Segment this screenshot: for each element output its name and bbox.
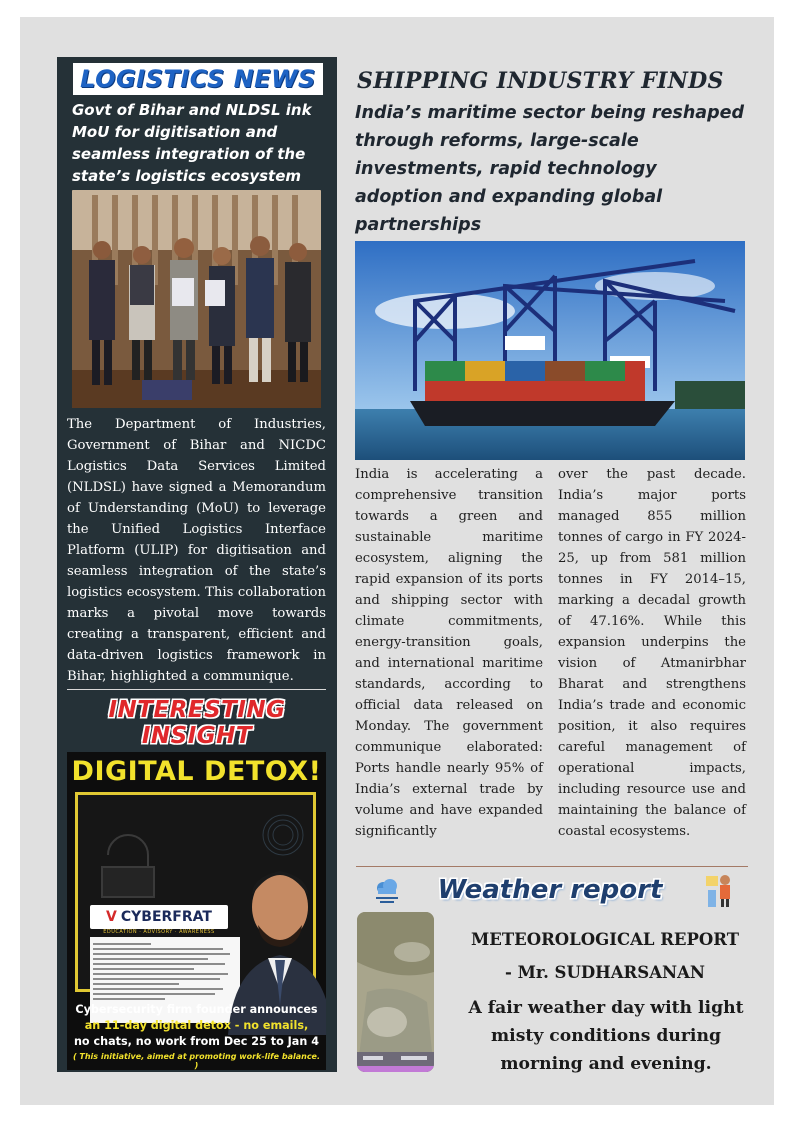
detox-caption: [71, 1002, 322, 1050]
poster-frame: [75, 792, 316, 992]
detox-note: ( This initiative, aimed at promoting work-life balance. ): [72, 1052, 321, 1070]
logistics-article-body: The Department of Industries, Government of Bihar and NICDC Logistics Data Services Limited (NLDSL) have signed a Memorandum of Understanding (MoU) to leverage the Unified Logistics Interface Platform (ULIP) for digitisation and seamless integration of the state’s logistics ecosystem. This collaboration marks a pivotal move towards creating a transparent, efficient and data-driven logistics framework in Bihar, highlighted a communique.: [67, 417, 326, 684]
insight-title-line1: INTERESTING: [108, 697, 286, 723]
weather-report-title: Weather report: [437, 875, 663, 905]
logistics-column: [57, 57, 337, 1072]
mou-signing-photo: [72, 190, 321, 408]
interesting-insight-title: [77, 697, 317, 749]
shipping-article-column-2: over the past decade. India’s major ports managed 855 million tonnes of cargo in FY 2024-25, up from 581 million tonnes in FY 2014–15, marking a decadal growth of 47.16%. While this expansion underpins the vision of Atmanirbhar Bharat and strengthens India’s trade and economic position, it also requires careful management of operational impacts, including resource use and maintaining the balance of coastal ecosystems.: [558, 467, 746, 839]
shipping-headline: India’s maritime sector being reshaped through reforms, large-scale investments, rapid technology adoption and expanding global partnerships: [355, 103, 745, 235]
shipping-section-title: SHIPPING INDUSTRY FINDS: [357, 68, 724, 94]
cyberfrat-logo-text: CYBERFRAT: [120, 909, 212, 925]
section-divider: [67, 689, 326, 690]
digital-detox-poster: [67, 752, 326, 1070]
cyberfrat-tagline: EDUCATION · ADVISORY · AWARENESS: [103, 929, 215, 935]
shipping-article-column-1: India is accelerating a comprehensive transition towards a green and sustainable maritime ecosystem, aligning the rapid expansion of its ports and shipping sector with climate commitments, energy-transition goals, and international maritime standards, according to official data released on Monday. The government communique elaborated: Ports handle nearly 95% of India’s external trade by volume and have expanded significantly: [355, 467, 543, 839]
insight-title-line2: INSIGHT: [141, 723, 253, 749]
weather-satellite-map: [357, 912, 434, 1072]
digital-detox-title: DIGITAL DETOX!: [71, 756, 322, 787]
logistics-news-title: LOGISTICS NEWS: [73, 63, 323, 95]
weather-forecaster-icon: [704, 870, 734, 908]
container-port-photo: [355, 241, 745, 460]
meteorologist-name: - Mr. SUDHARSANAN: [505, 963, 705, 982]
weather-forecast-text: A fair weather day with light misty conditions during morning and evening.: [468, 998, 744, 1074]
weather-cloud-icon: [372, 876, 402, 904]
detox-caption-highlight: an 11-day digital detox - no emails,: [84, 1019, 309, 1032]
cyberfrat-logo-mark-icon: V: [106, 909, 117, 925]
detox-caption-line3: no chats, no work from Dec 25 to Jan 4: [73, 1035, 320, 1048]
cyberfrat-logo: [90, 905, 228, 929]
detox-caption-line1: Cybersecurity firm founder announces: [75, 1003, 318, 1016]
weather-divider: [356, 866, 748, 867]
meteorological-report-title: METEOROLOGICAL REPORT: [471, 930, 739, 949]
logistics-headline: Govt of Bihar and NLDSL ink MoU for digitisation and seamless integration of the state’s logistics ecosystem: [72, 101, 312, 185]
